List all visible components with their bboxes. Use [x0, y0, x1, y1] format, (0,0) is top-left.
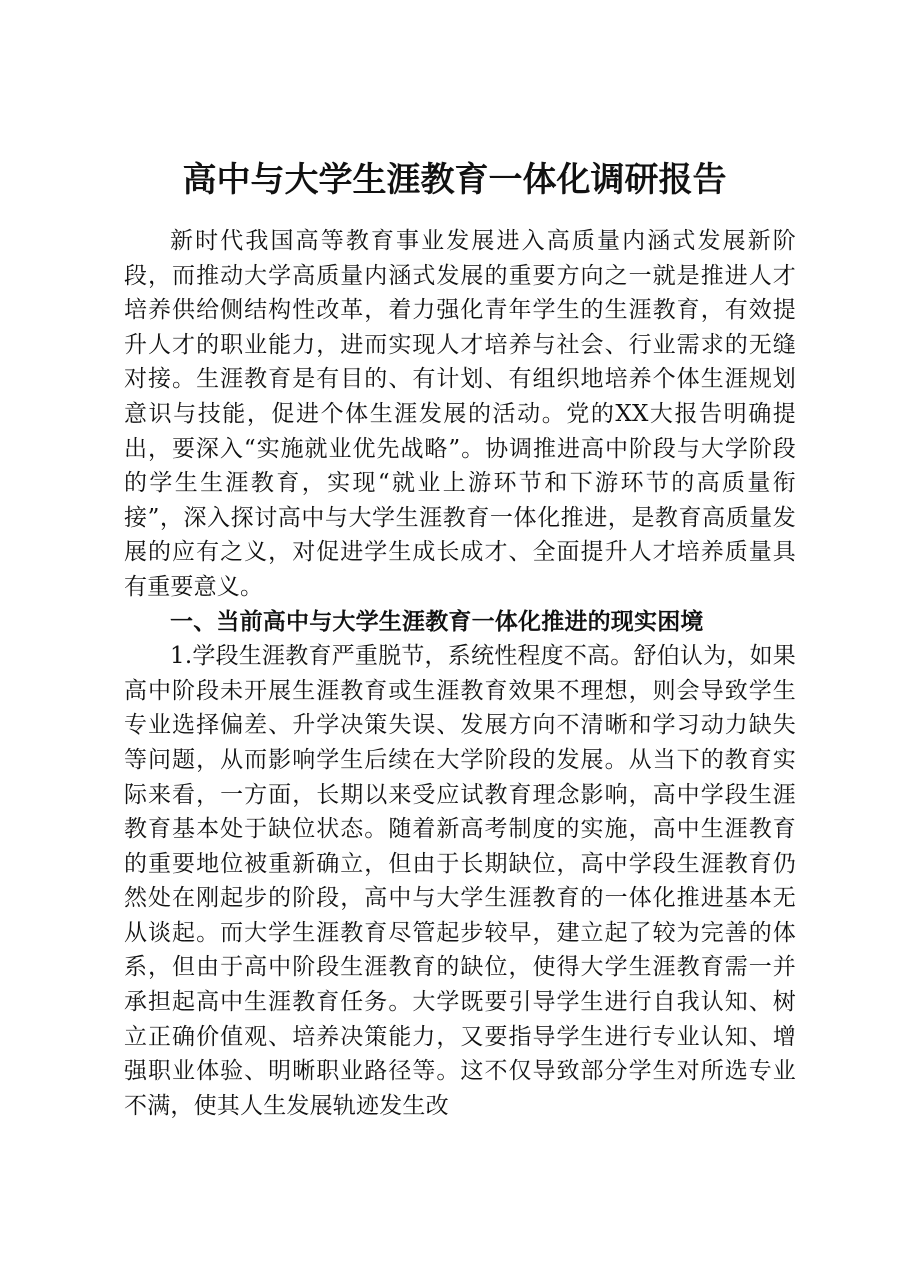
section-paragraph: 1.学段生涯教育严重脱节，系统性程度不高。舒伯认为，如果高中阶段未开展生涯教育或生涯教育效果不理想，则会导致学生专业选择偏差、升学决策失误、发展方向不清晰和学习动力缺失等问题，从而影响学生后续在大学阶段的发展。从当下的教育实际来看，一方面，长期以来受应试教育理念影响，高中学段生涯教育基本处于缺位状态。随着新高考制度的实施，高中生涯教育的重要地位被重新确立，但由于长期缺位，高中学段生涯教育仍然处在刚起步的阶段，高中与大学生涯教育的一体化推进基本无从谈起。而大学生涯教育尽管起步较早，建立起了较为完善的体系，但由于高中阶段生涯教育的缺位，使得大学生涯教育需一并承担起高中生涯教育任务。大学既要引导学生进行自我认知、树立正确价值观、培养决策能力，又要指导学生进行专业认知、增强职业体验、明晰职业路径等。这不仅导致部分学生对所选专业不满，使其人生发展轨迹发生改 [124, 643, 796, 1119]
document-body [124, 224, 796, 1123]
document-title: 高中与大学生涯教育一体化调研报告 [182, 160, 727, 200]
intro-paragraph: 新时代我国高等教育事业发展进入高质量内涵式发展新阶段，而推动大学高质量内涵式发展的重要方向之一就是推进人才培养供给侧结构性改革，着力强化青年学生的生涯教育，有效提升人才的职业能力，进而实现人才培养与社会、行业需求的无缝对接。生涯教育是有目的、有计划、有组织地培养个体生涯规划意识与技能，促进个体生涯发展的活动。党的XX大报告明确提出，要深入“实施就业优先战略”。协调推进高中阶段与大学阶段的学生生涯教育，实现“就业上游环节和下游环节的高质量衔接”，深入探讨高中与大学生涯教育一体化推进，是教育高质量发展的应有之义，对促进学生成长成才、全面提升人才培养质量具有重要意义。 [124, 228, 796, 600]
section-heading: 一、当前高中与大学生涯教育一体化推进的现实困境 [170, 608, 704, 635]
